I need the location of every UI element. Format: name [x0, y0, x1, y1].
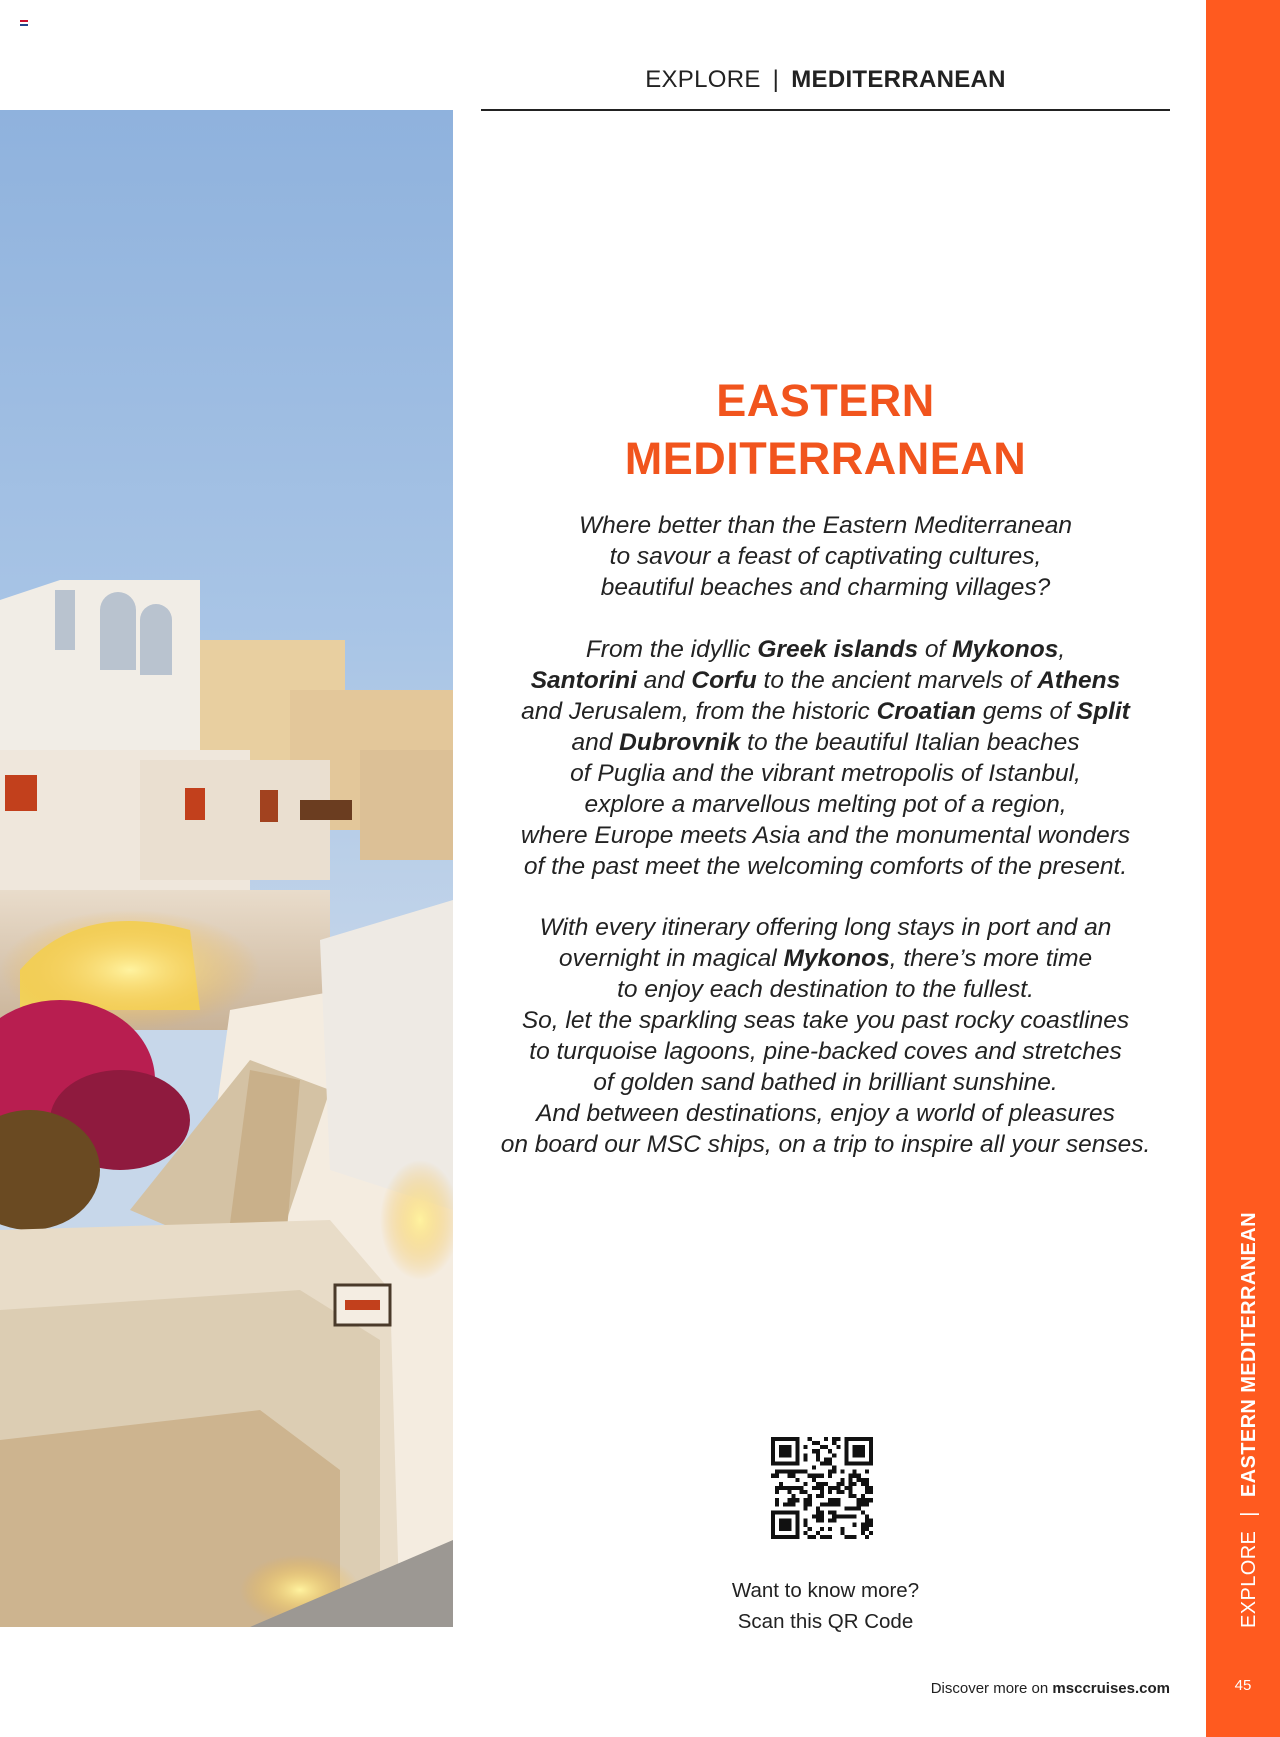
paragraph-line: So, let the sparkling seas take you past rocky coastlines — [521, 1007, 1130, 1034]
text-span: , there’s more time — [889, 945, 1093, 972]
title-line-1: EASTERN — [716, 375, 935, 426]
header-separator: | — [772, 66, 780, 93]
text-span: , — [1058, 636, 1066, 663]
qr-caption — [481, 1575, 1170, 1637]
sidebar-section: EXPLORE — [1238, 1530, 1260, 1628]
intro-paragraph — [481, 510, 1170, 603]
highlight-mykonos: Mykonos — [952, 636, 1059, 663]
sidebar-region: EASTERN MEDITERRANEAN — [1238, 1212, 1260, 1498]
text-span: of — [918, 636, 953, 663]
highlight-athens: Athens — [1037, 667, 1121, 694]
paragraph-line: to enjoy each destination to the fullest. — [617, 976, 1034, 1003]
language-flag-icon — [20, 20, 28, 26]
highlight-mykonos: Mykonos — [783, 945, 890, 972]
paragraph-line — [481, 696, 1170, 727]
paragraph-line — [481, 943, 1170, 974]
header-divider — [481, 109, 1170, 111]
paragraph-line — [481, 665, 1170, 696]
text-span: gems of — [975, 698, 1077, 725]
paragraph-line — [481, 634, 1170, 665]
section-header — [481, 66, 1170, 94]
text-span: From the idyllic — [585, 636, 758, 663]
paragraph-line: of golden sand bathed in brilliant sunshine. — [593, 1069, 1058, 1096]
text-span: and — [636, 667, 692, 694]
text-span: to the ancient marvels of — [756, 667, 1038, 694]
footer-site: msccruises.com — [1052, 1680, 1170, 1697]
sidebar-title — [1238, 1212, 1261, 1628]
highlight-corfu: Corfu — [691, 667, 757, 694]
paragraph-line: to turquoise lagoons, pine-backed coves and stretches — [529, 1038, 1122, 1065]
highlight-santorini: Santorini — [530, 667, 637, 694]
paragraph-line: of Puglia and the vibrant metropolis of Istanbul, — [570, 760, 1081, 787]
header-section: EXPLORE — [645, 66, 761, 93]
footer-prefix: Discover more on — [930, 1680, 1053, 1697]
title-line-2: MEDITERRANEAN — [624, 433, 1027, 484]
highlight-split: Split — [1076, 698, 1130, 725]
paragraph-line: And between destinations, enjoy a world of pleasures — [536, 1100, 1115, 1127]
page-number: 45 — [1234, 1677, 1252, 1694]
website-link[interactable] — [931, 1680, 1170, 1697]
intro-line: to savour a feast of captivating cultures, — [609, 543, 1042, 570]
intro-line: beautiful beaches and charming villages? — [600, 574, 1051, 601]
paragraph-line: where Europe meets Asia and the monumental wonders — [520, 822, 1131, 849]
qr-caption-line-2: Scan this QR Code — [737, 1610, 914, 1633]
paragraph-line — [481, 727, 1170, 758]
article-title — [481, 372, 1170, 488]
santorini-village-photo — [0, 110, 453, 1627]
destinations-paragraph — [481, 634, 1170, 882]
intro-line: Where better than the Eastern Mediterranean — [578, 512, 1072, 539]
sidebar-separator: | — [1238, 1511, 1260, 1517]
text-span: and — [571, 729, 620, 756]
highlight-greek-islands: Greek islands — [757, 636, 919, 663]
highlight-croatian: Croatian — [876, 698, 976, 725]
qr-code[interactable] — [771, 1437, 873, 1539]
paragraph-line: With every itinerary offering long stays in port and an — [539, 914, 1112, 941]
text-span: overnight in magical — [558, 945, 784, 972]
paragraph-line: of the past meet the welcoming comforts of the present. — [523, 853, 1128, 880]
header-region: MEDITERRANEAN — [791, 66, 1006, 93]
text-span: to the beautiful Italian beaches — [740, 729, 1080, 756]
qr-caption-line-1: Want to know more? — [731, 1579, 920, 1602]
paragraph-line: on board our MSC ships, on a trip to inspire all your senses. — [500, 1131, 1151, 1158]
highlight-dubrovnik: Dubrovnik — [619, 729, 741, 756]
itinerary-paragraph — [481, 912, 1170, 1160]
paragraph-line: explore a marvellous melting pot of a region, — [584, 791, 1067, 818]
text-span: and Jerusalem, from the historic — [521, 698, 877, 725]
